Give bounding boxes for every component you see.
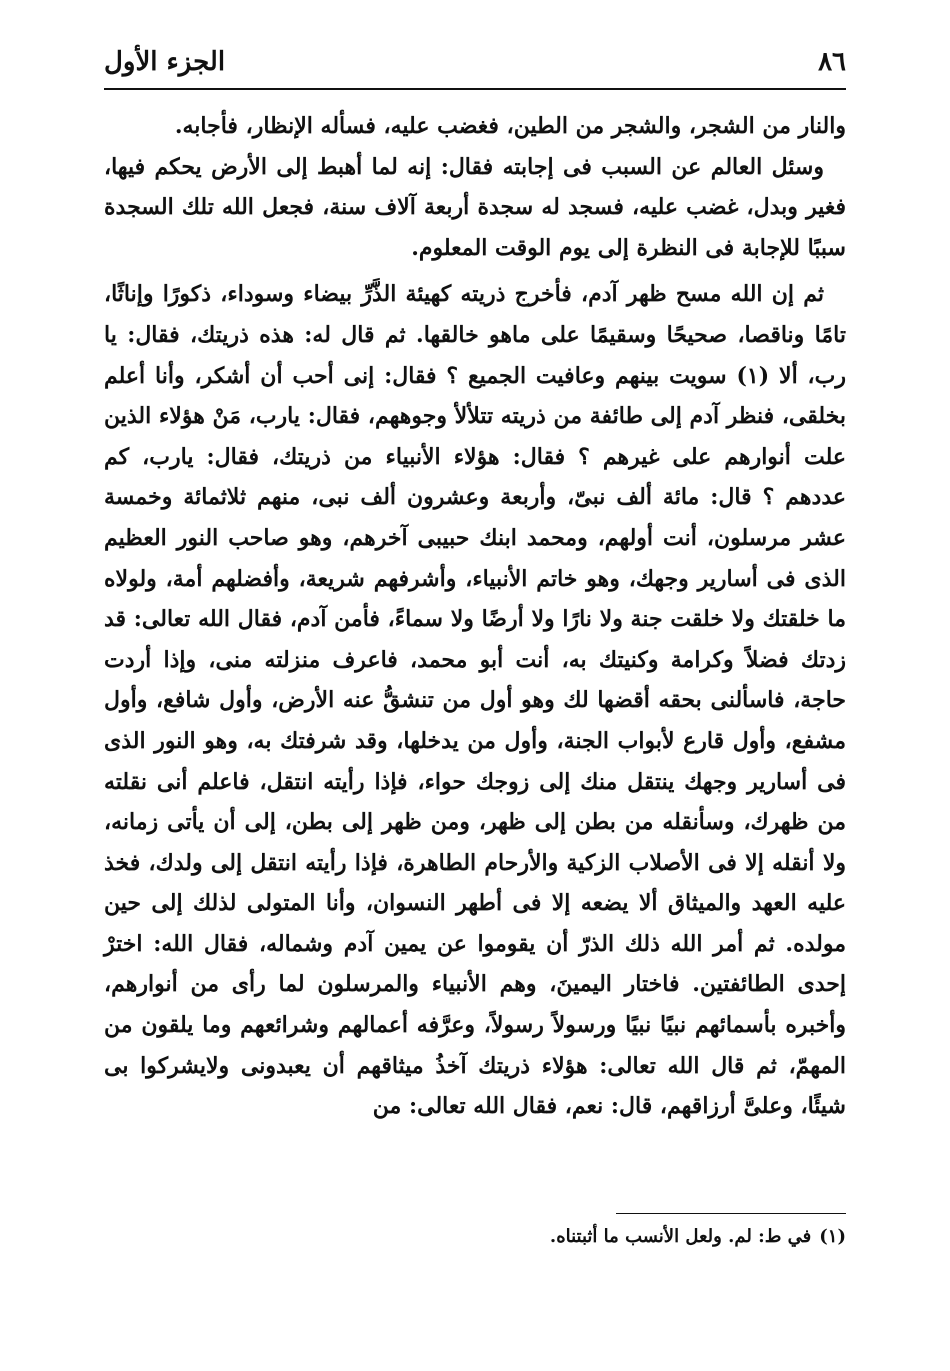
footnote-rule [616,1213,846,1214]
page-header [104,44,846,88]
main-text [104,106,846,1127]
paragraph-3: ثم إن الله مسح ظهر آدم، فأخرج ذريته كهيئة الذَّرِّ بيضاء وسوداء، ذكورًا وإناثًا، تامًا وناقصا، صحيحًا وسقيمًا على ماهو خالقها. ثم قال له: هذه ذريتك، فقال: يا رب، ألا (١) سويت بينهم وعافيت الجميع ؟ فقال: إنى أحب أن أشكر، وأنا أعلم بخلقى، فنظر آدم إلى طائفة من ذريته تتلألأ وجوههم، فقال: يارب، مَنْ هؤلاء الذين علت أنوارهم على غيرهم ؟ فقال: هؤلاء الأنبياء من ذريتك، فقال: يارب، كم عددهم ؟ قال: مائة ألف نبىّ، وأربعة وعشرون ألف نبى، منهم ثلاثمائة وخمسة عشر مرسلون، أنت أولهم، ومحمد ابنك حبيبى آخرهم، وهو صاحب النور العظيم الذى فى أسارير وجهك، وهو خاتم الأنبياء، وأشرفهم شريعة، وأفضلهم أمة، ولولاه ما خلقتك ولا خلقت جنة ولا نارًا ولا أرضًا ولا سماءً، فأمن آدم، فقال الله تعالى: قد زدتك فضلاً وكرامة وكنيتك به، أنت أبو محمد، فاعرف منزلته منى، وإذا أردت حاجة، فاسألنى بحقه أقضها لك وهو أول من تنشقُّ عنه الأرض، وأول شافع، وأول مشفع، وأول قارع لأبواب الجنة، وأول من يدخلها، وقد شرفتك به، وهو النور الذى فى أسارير وجهك ينتقل منك إلى زوجك حواء، فإذا رأيته انتقل، فاعلم أنى نقلته من ظهرك، وسأنقله من بطن إلى ظهر، ومن ظهر إلى بطن، إلى أن يأتى زمانه، ولا أنقله إلا فى الأصلاب الزكية والأرحام الطاهرة، فإذا رأيته انتقل إلى ولدك، فخذ عليه العهد والميثاق ألا يضعه إلا فى أطهر النسوان، وأنا المتولى لذلك إلى حين مولده. ثم أمر الله ذلك الذرّ أن يقوموا عن يمين آدم وشماله، فقال الله: اخترْ إحدى الطائفتين. فاختار اليمينَ، وهم الأنبياء والمرسلون لما رأى من أنوارهم، وأخبره بأسمائهم نبيًا نبيًا ورسولاً رسولاً، وعرَّفه أعمالهم وشرائعهم وما يلقون من المهمّ، ثم قال الله تعالى: هؤلاء ذريتك آخذُ ميثاقهم أن يعبدونى ولايشركوا بى شيئًا، وعلىَّ أرزاقهم، قال: نعم، فقال الله تعالى: من [104,281,846,1120]
paragraph-1: والنار من الشجر، والشجر من الطين، فغضب عليه، فسأله الإنظار، فأجابه. [174,113,846,139]
footnote-marker: (١) [819,1226,846,1247]
running-title: الجزء الأول [104,47,226,77]
footnote-text: في ط: لم. ولعل الأنسب ما أثبتناه. [549,1226,812,1247]
header-rule [104,88,846,90]
paragraph-2: وسئل العالم عن السبب فى إجابته فقال: إنه لما أهبط إلى الأرض يحكم فيها، فغير وبدل، غضب عليه، فسجد له سجدة أربعة آلاف سنة، فجعل الله تلك السجدة سببًا للإجابة فى النظرة إلى يوم الوقت المعلوم. [104,153,846,261]
page-number: ٨٦ [818,47,846,77]
footnote [104,1222,846,1252]
